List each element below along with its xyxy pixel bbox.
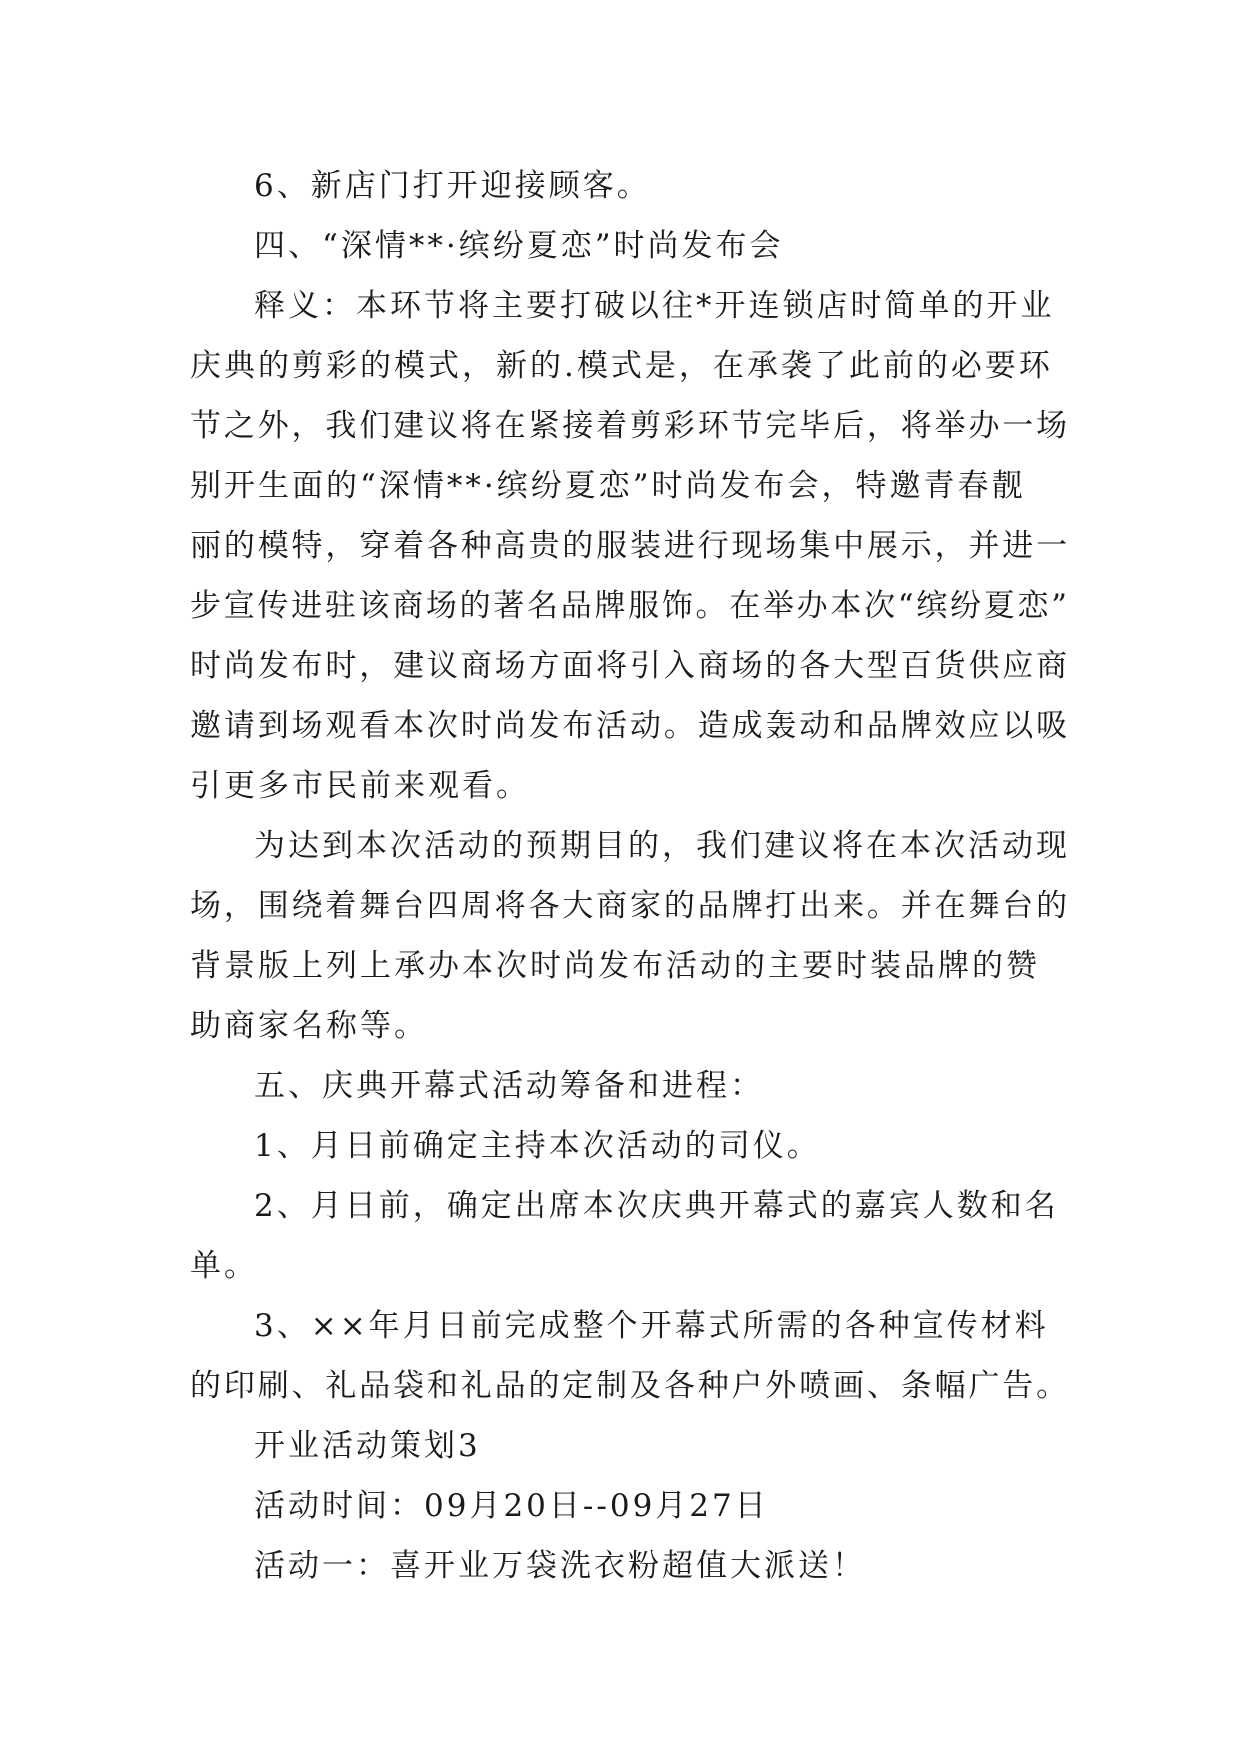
- text-line: 为达到本次活动的预期目的，我们建议将在本次活动现: [254, 828, 1070, 864]
- text-line: 引更多市民前来观看。: [190, 768, 530, 804]
- text-line: 活动一：喜开业万袋洗衣粉超值大派送！: [254, 1548, 866, 1584]
- text-line: 庆典的剪彩的模式，新的.模式是，在承袭了此前的必要环: [190, 348, 1053, 384]
- text-line: 五、庆典开幕式活动筹备和进程：: [254, 1068, 764, 1104]
- text-line: 1、月日前确定主持本次活动的司仪。: [254, 1128, 821, 1164]
- text-line: 开业活动策划3: [254, 1428, 481, 1464]
- text-line: 场，围绕着舞台四周将各大商家的品牌打出来。并在舞台的: [190, 888, 1070, 924]
- text-line: 时尚发布时，建议商场方面将引入商场的各大型百货供应商: [190, 648, 1070, 684]
- text-line: 助商家名称等。: [190, 1008, 428, 1044]
- document-body: [190, 156, 1070, 1596]
- text-line: 邀请到场观看本次时尚发布活动。造成轰动和品牌效应以吸: [190, 708, 1070, 744]
- text-line: 别开生面的“深情**·缤纷夏恋”时尚发布会，特邀青春靓: [190, 468, 1026, 504]
- text-line: 丽的模特，穿着各种高贵的服装进行现场集中展示，并进一: [190, 528, 1070, 564]
- text-line: 节之外，我们建议将在紧接着剪彩环节完毕后，将举办一场: [190, 408, 1070, 444]
- text-line: 2、月日前，确定出席本次庆典开幕式的嘉宾人数和名: [254, 1188, 1059, 1224]
- text-line: 单。: [190, 1248, 258, 1284]
- text-line: 释义：本环节将主要打破以往*开连锁店时简单的开业: [254, 288, 1055, 324]
- text-line: 背景版上列上承办本次时尚发布活动的主要时装品牌的赞: [190, 948, 1040, 984]
- text-line: 6、新店门打开迎接顾客。: [254, 168, 651, 204]
- text-line: 四、“深情**·缤纷夏恋”时尚发布会: [254, 228, 784, 264]
- text-line: 步宣传进驻该商场的著名品牌服饰。在举办本次“缤纷夏恋”: [190, 588, 1070, 624]
- text-line: 3、××年月日前完成整个开幕式所需的各种宣传材料: [254, 1308, 1049, 1344]
- text-line: 活动时间：09月20日--09月27日: [254, 1488, 769, 1524]
- text-line: 的印刷、礼品袋和礼品的定制及各种户外喷画、条幅广告。: [190, 1368, 1070, 1404]
